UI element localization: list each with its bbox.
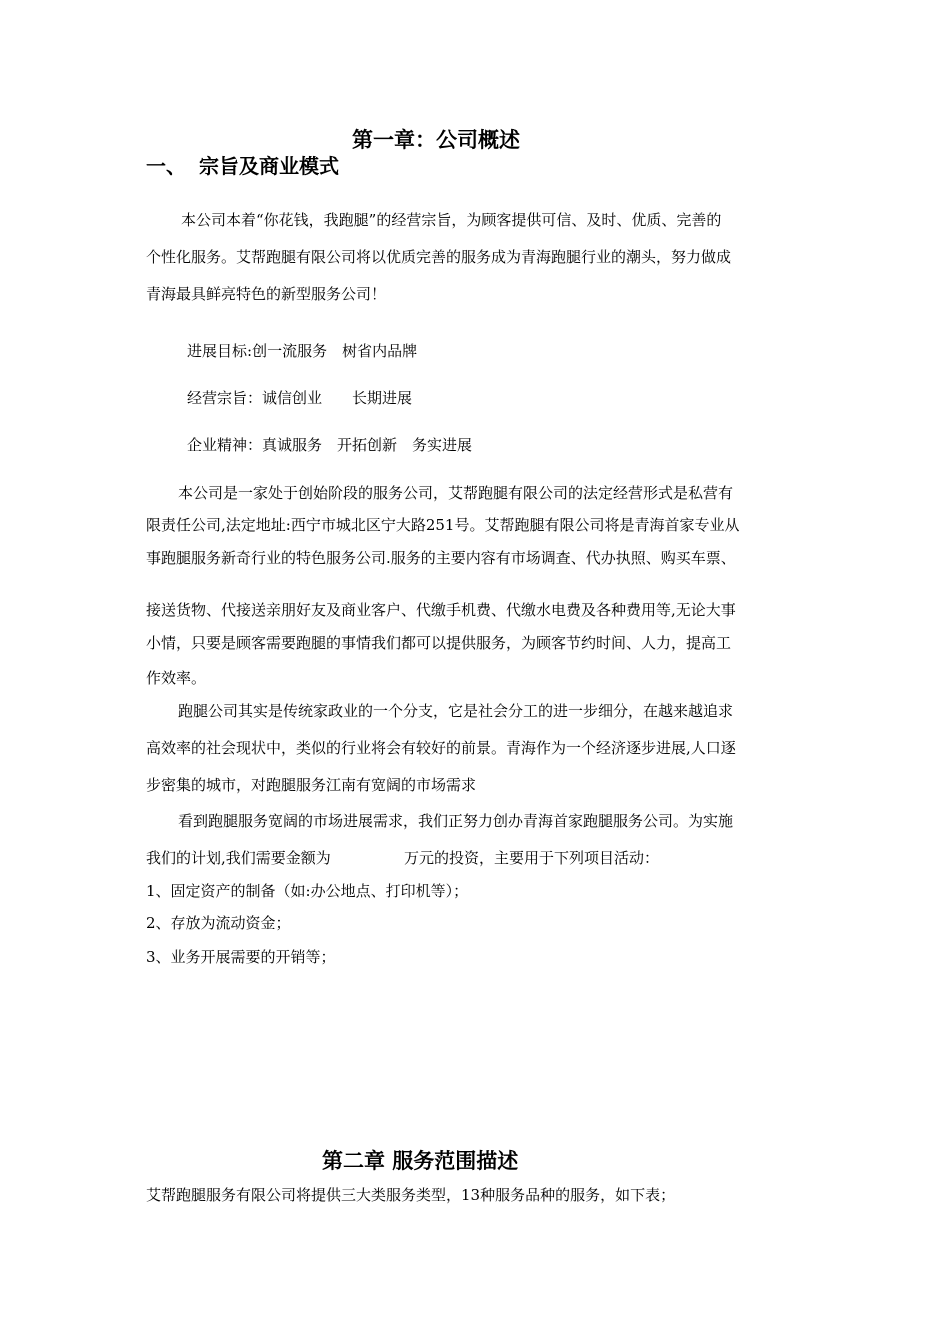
description-line-2: 限责任公司,法定地址:西宁市城北区宁大路251号。艾帮跑腿有限公司将是青海首家专业从: [146, 516, 740, 534]
description-line-1: 本公司是一家处于创始阶段的服务公司，艾帮跑腿有限公司的法定经营形式是私营有: [178, 484, 734, 502]
goal-line-spirit: [187, 436, 472, 454]
goal-line-purpose: [187, 389, 412, 407]
goal-label: 企业精神：: [187, 436, 263, 454]
intro-line-2: 个性化服务。艾帮跑腿有限公司将以优质完善的服务成为青海跑腿行业的潮头，努力做成: [146, 248, 732, 266]
description-line-3: 事跑腿服务新奇行业的特色服务公司.服务的主要内容有市场调查、代办执照、购买车票、: [146, 549, 736, 567]
chapter-2-intro: 艾帮跑腿服务有限公司将提供三大类服务类型，13种服务品种的服务，如下表；: [146, 1186, 676, 1204]
description-line-5: 小情，只要是顾客需要跑腿的事情我们都可以提供服务，为顾客节约时间、人力，提高工: [146, 634, 732, 652]
use-item-2: 2、存放为流动资金；: [146, 914, 291, 932]
section-1-title: 宗旨及商业模式: [199, 154, 339, 178]
funding-line-2-prefix: 我们的计划,我们需要金额为: [146, 849, 331, 867]
description-line-4: 接送货物、代接送亲朋好友及商业客户、代缴手机费、代缴水电费及各种费用等,无论大事: [146, 601, 736, 619]
goal-value: 创一流服务 树省内品牌: [252, 342, 418, 360]
market-line-1: 跑腿公司其实是传统家政业的一个分支，它是社会分工的进一步细分，在越来越追求: [178, 702, 734, 720]
goal-value: 真诚服务 开拓创新 务实进展: [262, 436, 473, 454]
goal-label: 进展目标:: [187, 342, 253, 360]
intro-line-1: 本公司本着“你花钱，我跑腿”的经营宗旨，为顾客提供可信、及时、优质、完善的: [181, 211, 722, 229]
goal-line-development: [187, 342, 417, 360]
market-line-3: 步密集的城市，对跑腿服务江南有宽阔的市场需求: [146, 776, 477, 794]
use-item-1: 1、固定资产的制备（如:办公地点、打印机等）；: [146, 882, 469, 900]
use-item-3: 3、业务开展需要的开销等；: [146, 948, 336, 966]
section-1-number: 一、: [146, 154, 186, 178]
funding-line-1: 看到跑腿服务宽阔的市场进展需求，我们正努力创办青海首家跑腿服务公司。为实施: [178, 812, 734, 830]
chapter-1-title: 第一章：公司概述: [352, 128, 520, 152]
intro-line-3: 青海最具鲜亮特色的新型服务公司！: [146, 285, 387, 303]
goal-value: 诚信创业 长期进展: [262, 389, 413, 407]
description-line-6: 作效率。: [146, 669, 207, 687]
chapter-2-title: 第二章 服务范围描述: [322, 1149, 519, 1173]
funding-line-2-suffix: 万元的投资，主要用于下列项目活动：: [404, 849, 660, 867]
goal-label: 经营宗旨：: [187, 389, 263, 407]
market-line-2: 高效率的社会现状中，类似的行业将会有较好的前景。青海作为一个经济逐步进展,人口逐: [146, 739, 736, 757]
